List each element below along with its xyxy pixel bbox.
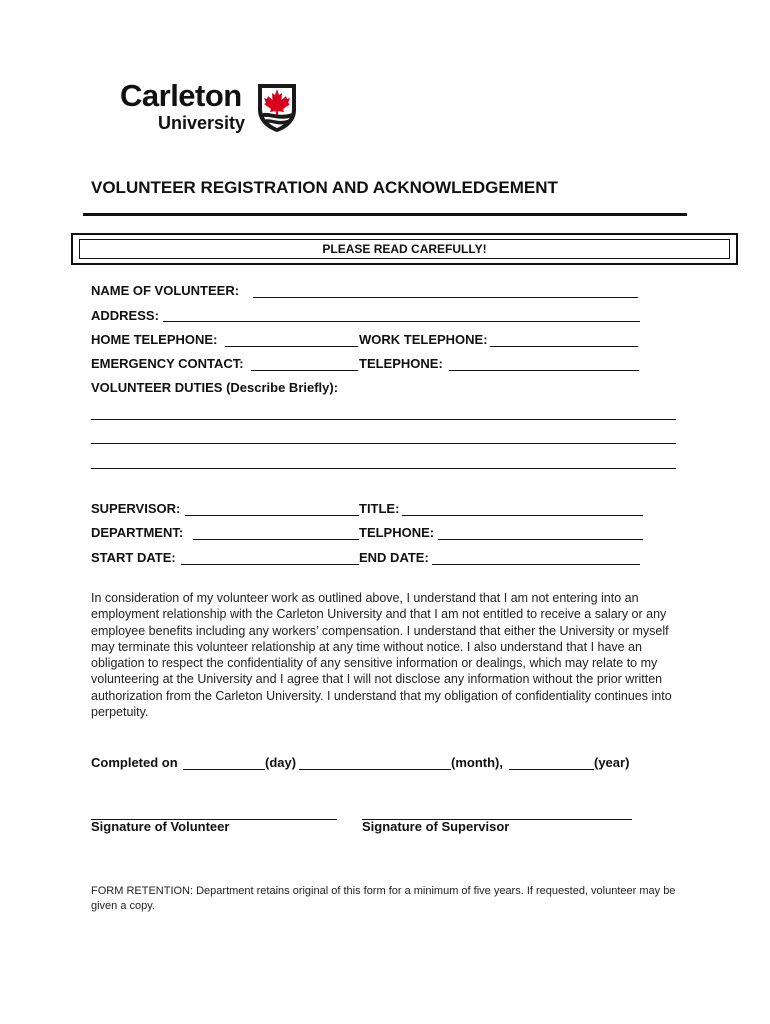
- title-divider: [83, 213, 687, 216]
- supervisor-title-label: TITLE:: [359, 501, 400, 516]
- emergency-contact-input-line[interactable]: [251, 370, 358, 371]
- notice-text: PLEASE READ CAREFULLY!: [322, 242, 487, 256]
- home-phone-label: HOME TELEPHONE:: [91, 332, 218, 347]
- volunteer-signature-label: Signature of Volunteer: [91, 819, 230, 834]
- duties-line-3[interactable]: [91, 468, 676, 469]
- start-date-input-line[interactable]: [181, 564, 359, 565]
- supervisor-input-line[interactable]: [185, 515, 359, 516]
- supervisor-signature-label: Signature of Supervisor: [362, 819, 510, 834]
- name-label: NAME OF VOLUNTEER:: [91, 283, 240, 298]
- emergency-phone-input-line[interactable]: [449, 370, 639, 371]
- duties-line-2[interactable]: [91, 443, 676, 444]
- end-date-label: END DATE:: [359, 550, 429, 565]
- address-input-line[interactable]: [163, 321, 640, 322]
- department-phone-label: TELPHONE:: [359, 525, 435, 540]
- duties-line-1[interactable]: [91, 419, 676, 420]
- start-date-label: START DATE:: [91, 550, 176, 565]
- acknowledgement-paragraph: In consideration of my volunteer work as outlined above, I understand that I am not entering into an employment relationship with the Carleton University and that I am not entitled to receive a salary or any employee benefits including any workers’ compensation. I understand that either the University or myself may terminate this volunteer relationship at any time without notice. I also understand that I have an obligation to respect the confidentiality of any sensitive information or dealings, which may relate to my volunteering at the University and I agree that I will not disclose any information without the prior written authorization from the Carleton University. I understand that my obligation of confidentiality continues into perpetuity.: [91, 591, 672, 720]
- supervisor-label: SUPERVISOR:: [91, 501, 181, 516]
- emergency-phone-label: TELEPHONE:: [359, 356, 443, 371]
- logo-name-line1: Carleton: [120, 78, 242, 113]
- duties-label: VOLUNTEER DUTIES (Describe Briefly):: [91, 380, 339, 395]
- university-shield-logo: [256, 82, 298, 134]
- end-date-input-line[interactable]: [432, 564, 640, 565]
- form-retention-note: FORM RETENTION: Department retains original of this form for a minimum of five years. If requested, volunteer may be given a copy.: [91, 885, 676, 912]
- month-label: (month),: [451, 755, 503, 770]
- supervisor-title-input-line[interactable]: [402, 515, 643, 516]
- logo-name-line2: University: [158, 113, 246, 133]
- work-phone-label: WORK TELEPHONE:: [359, 332, 488, 347]
- completed-year-input-line[interactable]: [509, 769, 594, 770]
- home-phone-input-line[interactable]: [225, 346, 358, 347]
- completed-month-input-line[interactable]: [299, 769, 451, 770]
- year-label: (year): [594, 755, 630, 770]
- form-title: VOLUNTEER REGISTRATION AND ACKNOWLEDGEMENT: [91, 178, 558, 197]
- work-phone-input-line[interactable]: [490, 346, 638, 347]
- completed-on-label: Completed on: [91, 755, 178, 770]
- day-label: (day): [265, 755, 297, 770]
- address-label: ADDRESS:: [91, 308, 159, 323]
- emergency-contact-label: EMERGENCY CONTACT:: [91, 356, 244, 371]
- department-input-line[interactable]: [193, 539, 359, 540]
- completed-day-input-line[interactable]: [183, 769, 265, 770]
- department-label: DEPARTMENT:: [91, 525, 184, 540]
- department-phone-input-line[interactable]: [438, 539, 643, 540]
- name-input-line[interactable]: [253, 297, 638, 298]
